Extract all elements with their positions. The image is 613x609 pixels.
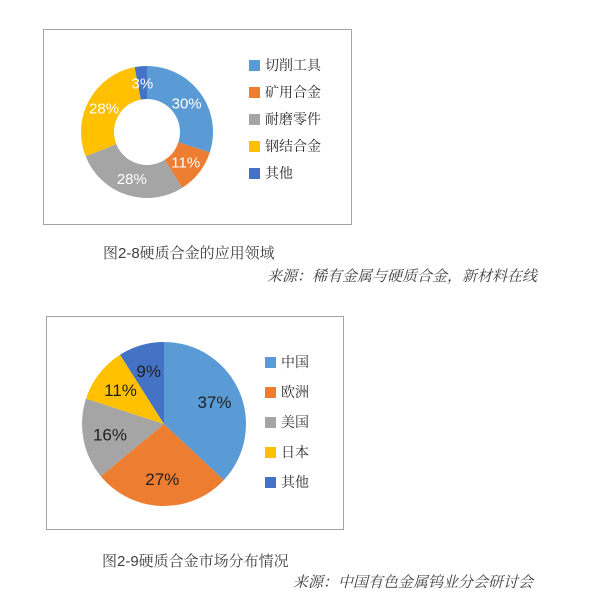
legend-swatch-icon [265,357,276,368]
legend-item-5 [249,164,321,183]
legend-item-2 [265,383,309,402]
slice-percent-label: 27% [145,469,180,489]
legend-item-3 [265,413,309,432]
legend-swatch-icon [265,387,276,398]
figure-2-9-chart-panel [46,316,344,530]
legend-swatch-icon [249,114,260,125]
legend-swatch-icon [265,477,276,488]
legend-item-label: 其他 [265,165,293,181]
figure-2-9-source: 来源：中国有色金属钨业分会研讨会 [292,574,533,591]
legend-swatch-icon [249,60,260,71]
legend-item-label: 日本 [281,444,309,460]
legend-item-label: 耐磨零件 [265,111,321,127]
slice-percent-label: 16% [92,425,127,445]
slice-percent-label: 37% [197,393,232,413]
figure-2-8-chart-panel [43,29,352,225]
legend-swatch-icon [249,141,260,152]
figure-2-8-source: 来源：稀有金属与硬质合金，新材料在线 [266,268,537,285]
legend-swatch-icon [249,87,260,98]
slice-percent-label: 9% [136,362,161,382]
legend-item-1 [249,56,321,75]
legend-item-label: 矿用合金 [265,84,321,100]
legend-item-3 [249,110,321,129]
legend-swatch-icon [249,168,260,179]
slice-percent-label: 11% [171,154,201,172]
legend-item-label: 欧洲 [281,384,309,400]
legend-item-1 [265,353,309,372]
legend-swatch-icon [265,417,276,428]
legend-swatch-icon [265,447,276,458]
legend-item-label: 切削工具 [265,57,321,73]
legend-item-5 [265,473,309,492]
legend-applications [249,56,321,183]
legend-item-label: 美国 [281,414,309,430]
figure-2-8-caption: 图2-8硬质合金的应用领域 [103,245,275,262]
legend-item-label: 钢结合金 [265,138,321,154]
legend-item-2 [249,83,321,102]
legend-item-label: 其他 [281,474,309,490]
slice-percent-label: 30% [171,95,202,113]
slice-percent-label: 28% [89,100,120,118]
slice-percent-label: 28% [116,170,147,188]
slice-percent-label: 3% [131,75,154,93]
figure-2-9-caption: 图2-9硬质合金市场分布情况 [102,553,289,570]
slice-percent-label: 11% [104,381,137,401]
legend-item-4 [249,137,321,156]
legend-item-4 [265,443,309,462]
legend-market [265,353,309,492]
legend-item-label: 中国 [281,354,309,370]
